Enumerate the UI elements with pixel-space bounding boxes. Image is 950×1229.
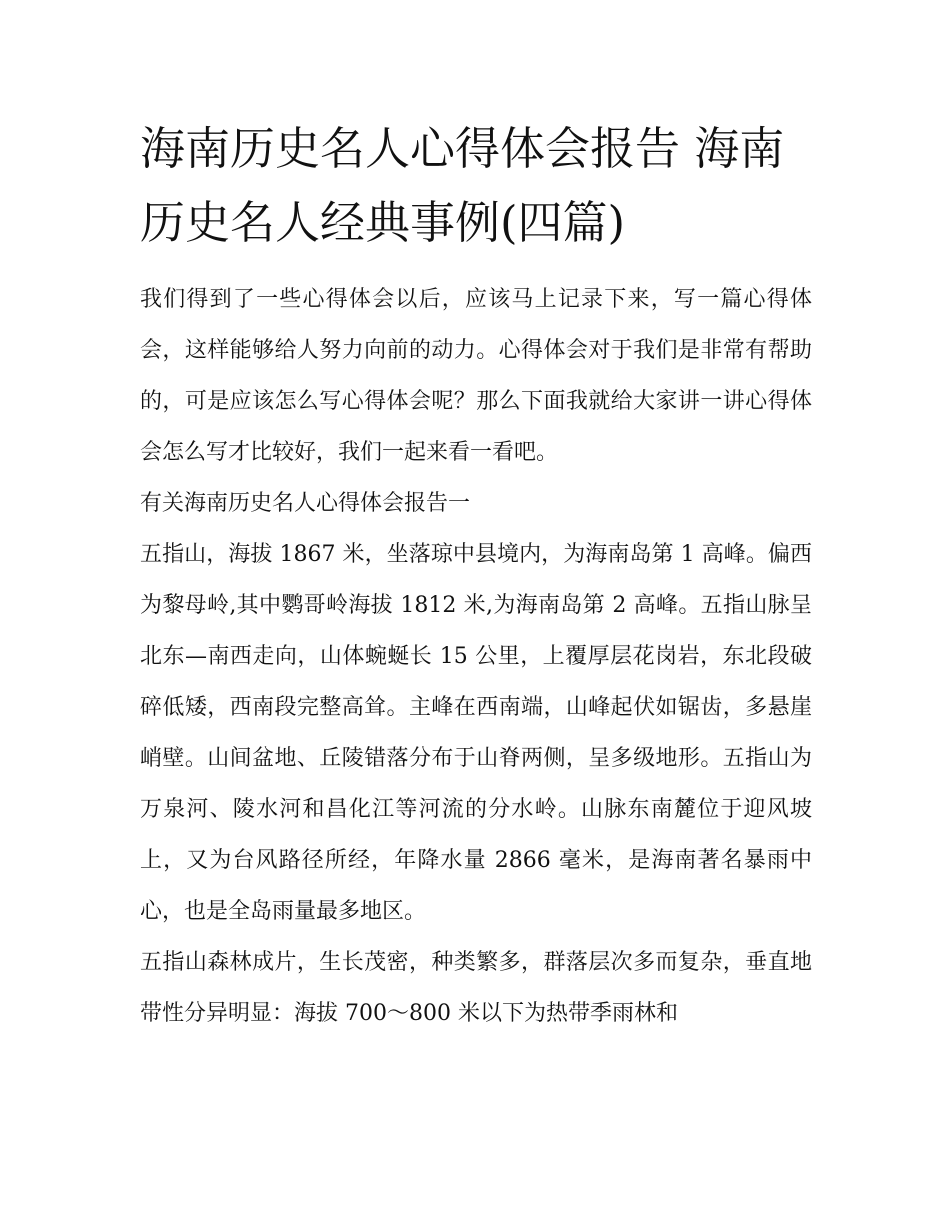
body-paragraph: 五指山森林成片，生长茂密，种类繁多，群落层次多而复杂，垂直地带性分异明显：海拔 700～800 米以下为热带季雨林和: [140, 950, 812, 1026]
document-body: [140, 274, 812, 1039]
section-heading: 有关海南历史名人心得体会报告一: [140, 491, 471, 516]
body-paragraph: 五指山，海拔 1867 米，坐落琼中县境内，为海南岛第 1 高峰。偏西为黎母岭,其中鹦哥岭海拔 1812 米,为海南岛第 2 高峰。五指山脉呈北东—南西走向，山体蜿蜒长 15 公里，上覆厚层花岗岩，东北段破碎低矮，西南段完整高耸。主峰在西南端，山峰起伏如锯齿，多悬崖峭壁。山间盆地、丘陵错落分布于山脊两侧，呈多级地形。五指山为万泉河、陵水河和昌化江等河流的分水岭。山脉东南麓位于迎风坡上，又为台风路径所经，年降水量 2866 毫米，是海南著名暴雨中心，也是全岛雨量最多地区。: [140, 542, 812, 924]
document-title: 海南历史名人心得体会报告 海南历史名人经典事例(四篇): [140, 122, 785, 249]
document-content: [140, 112, 812, 1039]
intro-paragraph: 我们得到了一些心得体会以后，应该马上记录下来，写一篇心得体会，这样能够给人努力向前的动力。心得体会对于我们是非常有帮助的，可是应该怎么写心得体会呢？那么下面我就给大家讲一讲心得体会怎么写才比较好，我们一起来看一看吧。: [140, 287, 812, 465]
